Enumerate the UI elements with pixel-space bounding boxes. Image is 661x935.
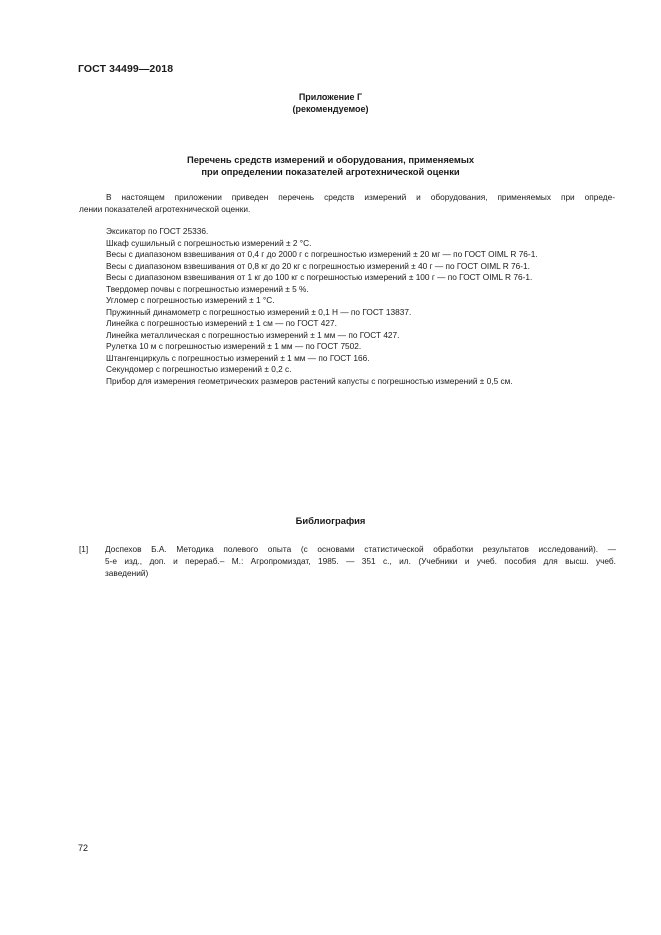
appendix-title: Приложение Г [298,92,363,102]
bibliography-line-2: 5-е изд., доп. и перераб.– М.: Агропромиздат, 1985. — 351 с., ил. (Учебники и учеб. пособия для высш. учеб. [105,556,616,567]
appendix-heading [0,92,661,115]
list-item: Твердомер почвы с погрешностью измерений ± 5 %. [106,283,309,294]
appendix-status: (рекомендуемое) [292,103,369,114]
list-item: Линейка с погрешностью измерений ± 1 см — по ГОСТ 427. [106,318,337,328]
equipment-list [106,226,626,387]
bibliography-entry-text [105,543,616,580]
bibliography-entry-number: [1] [79,544,89,554]
section-title-line-2: при определении показателей агротехнической оценки [201,166,460,177]
list-item: Весы с диапазоном взвешивания от 0,8 кг до 20 кг с погрешностью измерений ± 40 г — по ГОСТ OIML R 76-1. [106,260,530,271]
bibliography-title: Библиография [295,515,366,526]
list-item: Шкаф сушильный с погрешностью измерений ± 2 °С. [106,237,312,248]
page-number: 72 [78,843,89,853]
section-title-line-1: Перечень средств измерений и оборудования, применяемых [186,154,475,165]
list-item: Прибор для измерения геометрических размеров растений капусты с погрешностью измерений ± 0,5 см. [106,375,513,386]
intro-line-1: В настоящем приложении приведен перечень средств измерений и оборудования, применяемых при опреде- [106,192,615,202]
list-item: Угломер с погрешностью измерений ± 1 °С. [106,295,275,305]
bibliography-line-3: заведений) [105,568,149,579]
list-item: Линейка металлическая с погрешностью измерений ± 1 мм — по ГОСТ 427. [106,329,400,340]
list-item: Весы с диапазоном взвешивания от 0,4 г до 2000 г с погрешностью измерений ± 20 мг — по ГОСТ OIML R 76-1. [106,249,538,259]
bibliography-line-1: Доспехов Б.А. Методика полевого опыта (с основами статистической обработки результатов исследований). — [105,544,616,554]
list-item: Штангенциркуль с погрешностью измерений ± 1 мм — по ГОСТ 166. [106,352,370,363]
list-item: Пружинный динамометр с погрешностью измерений ± 0,1 Н — по ГОСТ 13837. [106,306,412,317]
intro-paragraph [79,191,615,215]
list-item: Эксикатор по ГОСТ 25336. [106,226,209,236]
document-code: ГОСТ 34499—2018 [78,63,174,75]
list-item: Весы с диапазоном взвешивания от 1 кг до 100 кг с погрешностью измерений ± 100 г — по ГОСТ OIML R 76-1. [106,272,533,282]
intro-line-2: лении показателей агротехнической оценки. [79,204,251,215]
list-item: Рулетка 10 м с погрешностью измерений ± 1 мм — по ГОСТ 7502. [106,341,362,351]
list-item: Секундомер с погрешностью измерений ± 0,2 с. [106,364,292,374]
section-title [0,154,661,178]
